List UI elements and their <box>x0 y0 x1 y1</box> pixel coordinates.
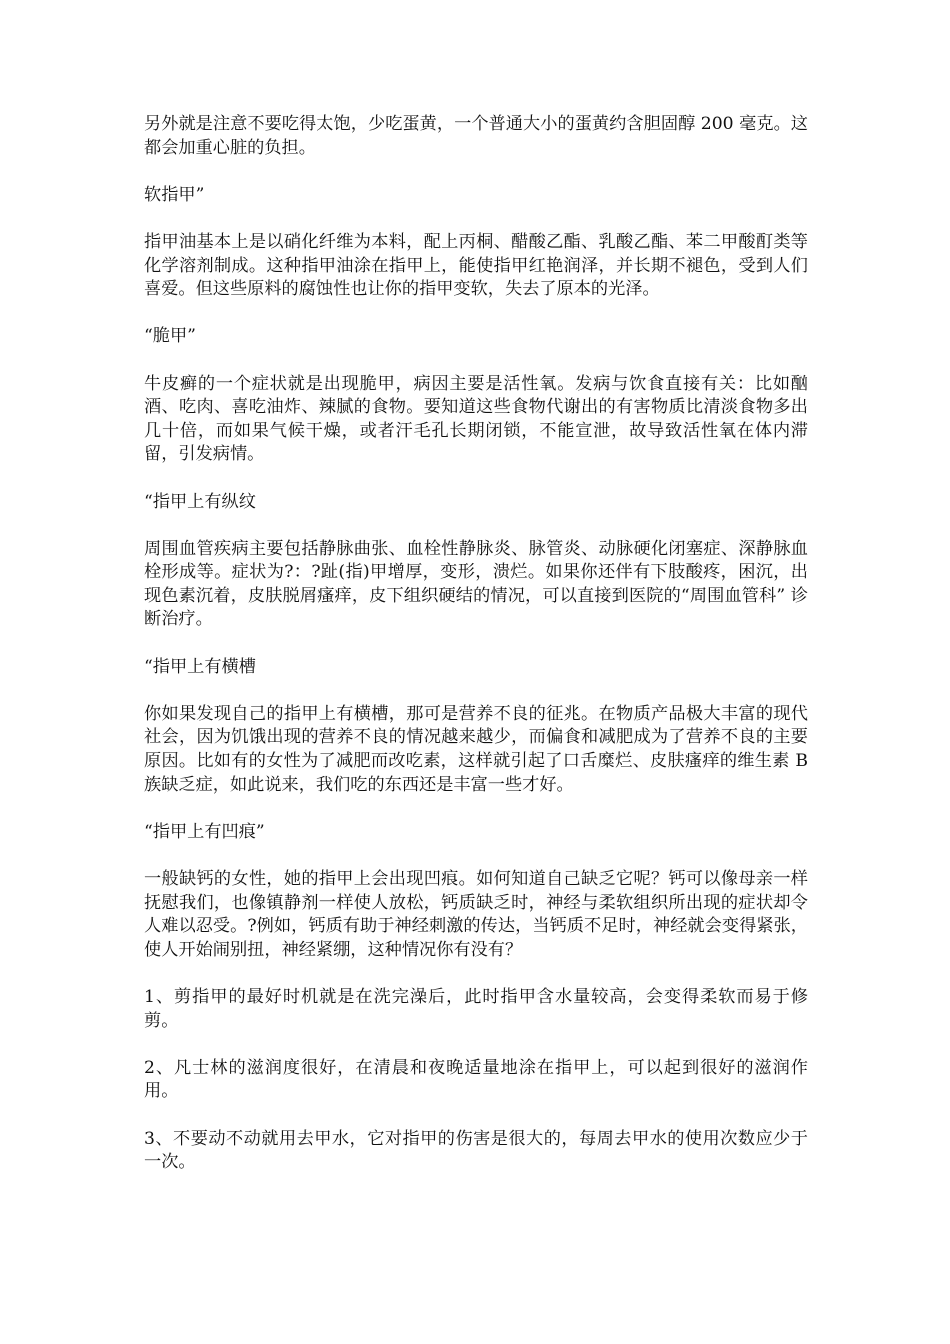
paragraph-dents: 一般缺钙的女性，她的指甲上会出现凹痕。如何知道自己缺乏它呢？钙可以像母亲一样抚慰我们，也像镇静剂一样使人放松，钙质缺乏时，神经与柔软组织所出现的症状却令人难以忍受。?例如，钙质有助于神经刺激的传达，当钙质不足时，神经就会变得紧张，使人开始闹别扭，神经紧绷，这种情况你有没有？ <box>144 869 808 960</box>
heading-horizontal-grooves: “指甲上有横槽 <box>144 656 256 677</box>
paragraph-soft-nails: 指甲油基本上是以硝化纤维为本料，配上丙桐、醋酸乙酯、乳酸乙酯、苯二甲酸酊类等化学溶剂制成。这种指甲油涂在指甲上，能使指甲红艳润泽，并长期不褪色，受到人们喜爱。但这些原料的腐蚀性也让你的指甲变软，失去了原本的光泽。 <box>144 231 808 300</box>
paragraph-vertical-ridges: 周围血管疾病主要包括静脉曲张、血栓性静脉炎、脉管炎、动脉硬化闭塞症、深静脉血栓形成等。症状为?：?趾(指)甲增厚，变形，溃烂。如果你还伴有下肢酸疼，困沉，出现色素沉着，皮肤脱屑瘙痒，皮下组织硬结的情况，可以直接到医院的“周围血管科” 诊断治疗。 <box>144 538 808 630</box>
heading-brittle-nails: “脆甲” <box>144 326 196 347</box>
heading-soft-nails: 软指甲” <box>144 184 205 205</box>
tip-item-2: 2、凡士林的滋润度很好，在清晨和夜晚适量地涂在指甲上，可以起到很好的滋润作用。 <box>144 1057 808 1102</box>
heading-vertical-ridges: “指甲上有纵纹 <box>144 491 256 512</box>
paragraph-egg-yolk: 另外就是注意不要吃得太饱，少吃蛋黄，一个普通大小的蛋黄约含胆固醇 200 毫克。这都会加重心脏的负担。 <box>144 114 808 158</box>
document-body <box>144 113 808 1198</box>
heading-dents: “指甲上有凹痕” <box>144 821 265 842</box>
tip-item-3: 3、不要动不动就用去甲水，它对指甲的伤害是很大的，每周去甲水的使用次数应少于一次。 <box>144 1128 808 1173</box>
paragraph-horizontal-grooves: 你如果发现自己的指甲上有横槽，那可是营养不良的征兆。在物质产品极大丰富的现代社会，因为饥饿出现的营养不良的情况越来越少，而偏食和减肥成为了营养不良的主要原因。比如有的女性为了减肥而改吃素，这样就引起了口舌糜烂、皮肤瘙痒的维生素 B 族缺乏症，如此说来，我们吃的东西还是丰富一些才好。 <box>144 703 808 795</box>
paragraph-brittle-nails: 牛皮癣的一个症状就是出现脆甲，病因主要是活性氧。发病与饮食直接有关：比如酗酒、吃肉、喜吃油炸、辣腻的食物。要知道这些食物代谢出的有害物质比清淡食物多出几十倍，而如果气候干燥，或者汗毛孔长期闭锁，不能宣泄，故导致活性氧在体内滞留，引发病情。 <box>144 373 808 465</box>
tip-item-1: 1、剪指甲的最好时机就是在洗完澡后，此时指甲含水量较高，会变得柔软而易于修剪。 <box>144 986 808 1031</box>
